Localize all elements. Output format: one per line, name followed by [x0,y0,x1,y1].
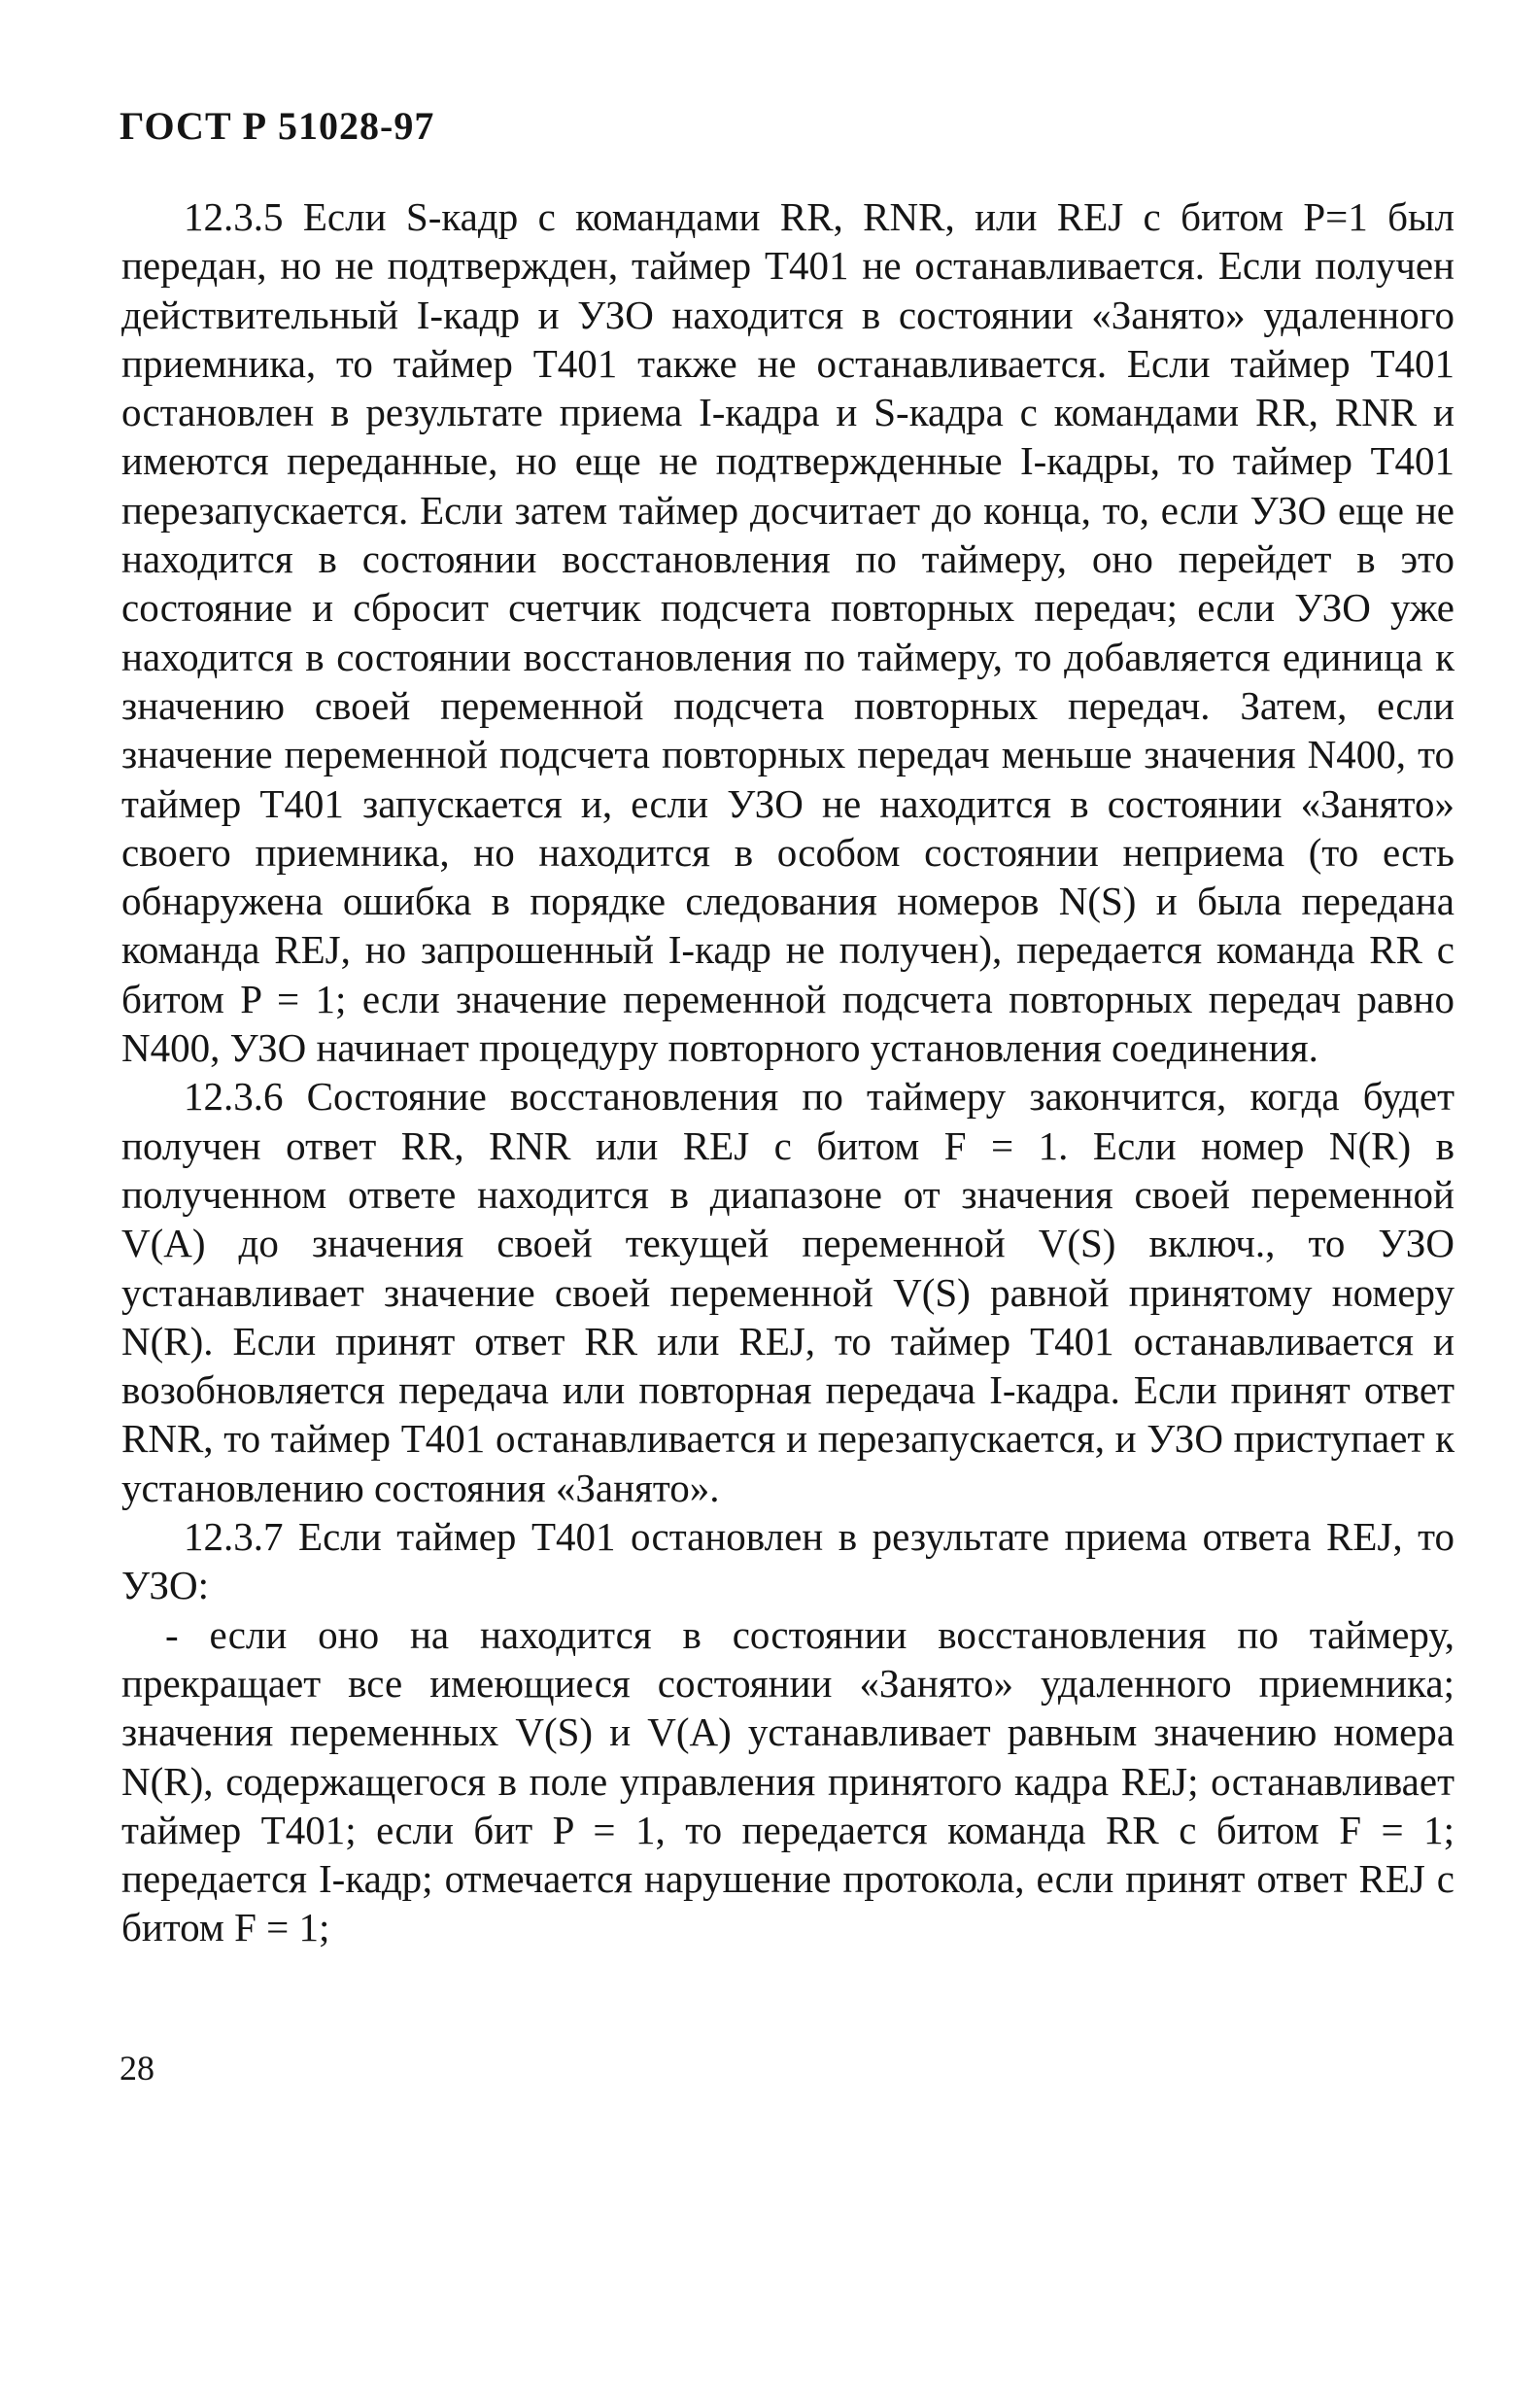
paragraph-12-3-6: 12.3.6 Состояние восстановления по таймеру закончится, когда будет получен ответ RR, RNR или REJ с битом F = 1. Если номер N(R) в полученном ответе находится в диапазоне от значения своей переменной V(A) до значения своей текущей переменной V(S) включ., то УЗО устанавливает значение своей переменной V(S) равной принятому номеру N(R). Если принят ответ RR или REJ, то таймер T401 останавливается и возобновляется передача или повторная передача I-кадра. Если принят ответ RNR, то таймер T401 останавливается и перезапускается, и УЗО приступает к установлению состояния «Занято». [121,1074,1454,1510]
document-header: ГОСТ Р 51028-97 [120,104,435,148]
list-item-1: - если оно на находится в состоянии восстановления по таймеру, прекращает все имеющиеся состоянии «Занято» удаленного приемника; значения переменных V(S) и V(A) устанавливает равным значению номера N(R), содержащегося в поле управления принятого кадра REJ; останавливает таймер T401; если бит P = 1, то передается команда RR с битом F = 1; передается I-кадр; отмечается нарушение протокола, если принят ответ REJ с битом F = 1; [121,1611,1454,1950]
page-number: 28 [120,2049,154,2088]
document-body [121,192,1454,1952]
paragraph-12-3-5: 12.3.5 Если S-кадр с командами RR, RNR, или REJ с битом P=1 был передан, но не подтвержден, таймер T401 не останавливается. Если получен действительный I-кадр и УЗО находится в состоянии «Занято» удаленного приемника, то таймер T401 также не останавливается. Если таймер T401 остановлен в результате приема I-кадра и S-кадра с командами RR, RNR и имеются переданные, но еще не подтвержденные I-кадры, то таймер T401 перезапускается. Если затем таймер досчитает до конца, то, если УЗО еще не находится в состоянии восстановления по таймеру, оно перейдет в это состояние и сбросит счетчик подсчета повторных передач; если УЗО уже находится в состоянии восстановления по таймеру, то добавляется единица к значению своей переменной подсчета повторных передач. Затем, если значение переменной подсчета повторных передач меньше значения N400, то таймер T401 запускается и, если УЗО не находится в состоянии «Занято» своего приемника, но находится в особом состоянии неприема (то есть обнаружена ошибка в порядке следования номеров N(S) и была передана команда REJ, но запрошенный I-кадр не получен), передается команда RR с битом P = 1; если значение переменной подсчета повторных передач равно N400, УЗО начинает процедуру повторного установления соединения. [121,194,1454,1071]
paragraph-12-3-7: 12.3.7 Если таймер T401 остановлен в результате приема ответа REJ, то УЗО: [121,1514,1454,1608]
